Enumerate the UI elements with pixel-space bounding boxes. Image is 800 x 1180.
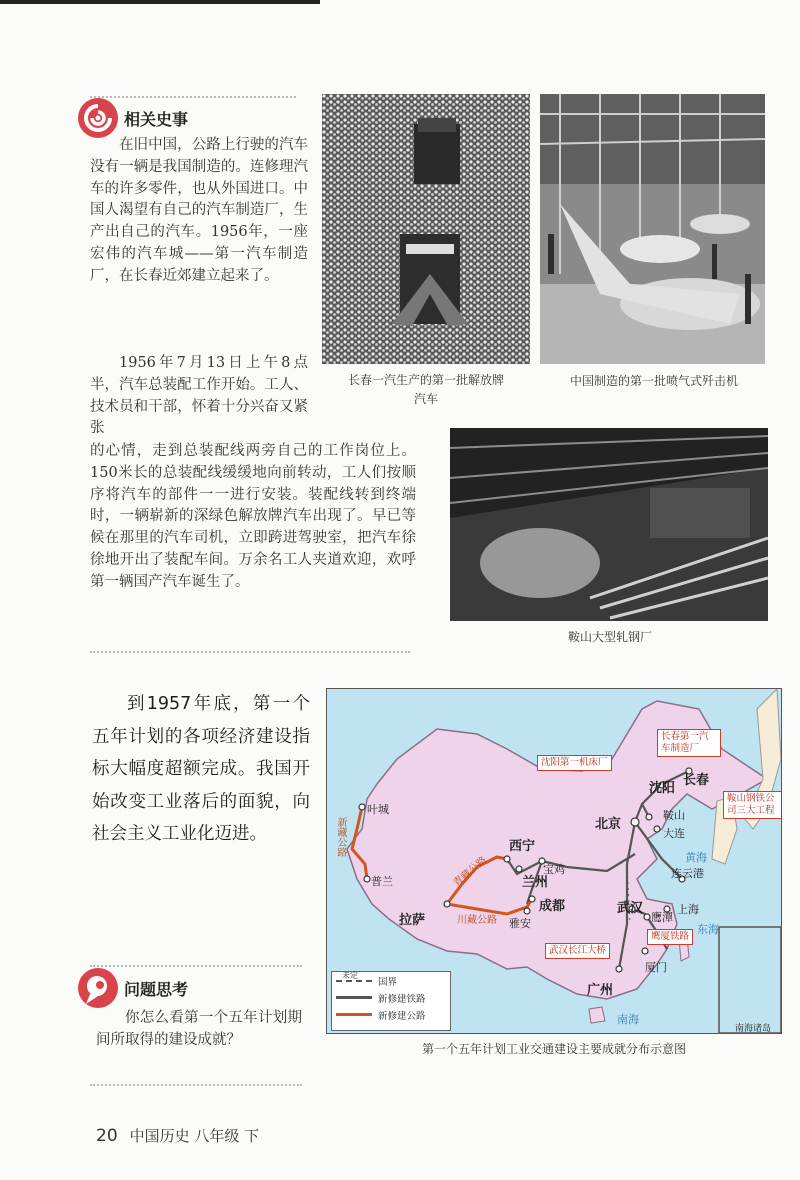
map-city-pulan: 普兰 — [371, 875, 393, 888]
steel-photo-caption: 鞍山大型轧钢厂 — [567, 630, 652, 644]
map-city-baoji: 宝鸡 — [543, 863, 565, 876]
legend-border-sample-text: 未定 — [342, 970, 358, 980]
page-footer — [96, 1125, 259, 1146]
truck-crowd-photo — [322, 94, 530, 364]
map-road-chuanzang: 川藏公路 — [457, 915, 497, 926]
map-box-changchun-text: 长春第一汽车制造厂 — [661, 731, 709, 754]
map-road-xinzang: 新藏公路 — [335, 817, 346, 857]
page-number: 20 — [96, 1126, 118, 1146]
map-city-dalian: 大连 — [663, 827, 685, 840]
question-box-title: 问题思考 — [124, 979, 189, 999]
map-box-changchun-factory — [657, 729, 721, 757]
legend-border-label: 国界 — [378, 976, 398, 988]
map-city-xiamen: 厦门 — [645, 961, 667, 974]
map-box-wuhan-bridge: 武汉长江大桥 — [545, 943, 610, 959]
legend-railway-row — [332, 989, 450, 1006]
map-city-lhasa: 拉萨 — [399, 913, 426, 928]
map-city-lianyungang: 连云港 — [671, 867, 704, 880]
jet-factory-photo — [540, 94, 765, 364]
map-city-anshan: 鞍山 — [663, 809, 685, 822]
top-bar — [0, 0, 320, 4]
map-box-shenyang-factory: 沈阳第一机床厂 — [537, 755, 612, 771]
map-city-beijing: 北京 — [595, 817, 622, 832]
legend-railway-label: 新修建铁路 — [378, 993, 426, 1005]
question-text-block — [96, 1008, 302, 1052]
map-city-guangzhou: 广州 — [587, 983, 614, 998]
map-city-xining: 西宁 — [509, 839, 536, 854]
steel-mill-photo — [450, 428, 768, 621]
hainan-island — [589, 1007, 605, 1023]
jet-photo-caption: 中国制造的第一批喷气式歼击机 — [569, 374, 738, 388]
legend-highway-label: 新修建公路 — [378, 1010, 426, 1022]
map-sea-donghai: 东海 — [697, 923, 719, 936]
history-text-2-rest — [90, 441, 416, 594]
main-paragraph: 到1957年底，第一个五年计划的各项经济建设指标大幅度超额完成。我国开始改变工业落后的面貌，向社会主义工业化迈进。 — [92, 694, 310, 844]
history-paragraph-1 — [90, 135, 308, 288]
legend-border-swatch — [336, 970, 372, 982]
first-five-year-plan-map — [326, 688, 782, 1034]
map-sea-nanhai: 南海 — [617, 1013, 639, 1026]
map-city-yecheng: 叶城 — [367, 803, 389, 816]
map-city-shenyang: 沈阳 — [649, 781, 676, 796]
map-legend — [331, 971, 451, 1031]
legend-highway-swatch — [336, 1013, 372, 1016]
history-box-bottom-divider — [90, 651, 410, 653]
history-box-heading — [76, 96, 188, 140]
map-box-yingxia: 鹰厦铁路 — [647, 929, 693, 945]
map-box-anshan-text: 鞍山钢铁公司三大工程 — [727, 793, 775, 816]
map-south-sea-islands-label: 南海诸岛 — [735, 1024, 772, 1034]
map-city-yingtan: 鹰潭 — [651, 911, 673, 924]
question-bubble-icon — [76, 966, 120, 1010]
map-caption: 第一个五年计划工业交通建设主要成就分布示意图 — [421, 1042, 686, 1056]
truck-photo-caption: 长春一汽生产的第一批解放牌汽车 — [347, 373, 504, 406]
history-paragraph-2-continued — [90, 441, 416, 645]
history-text-2-tail: 的心情，走到总装配线两旁自己的工作岗位上。150米长的总装配线缓缓地向前转动，工人们按顺序将汽车的部件一一进行安装。装配线转到终端时，一辆崭新的深绿色解放牌汽车出现了。早已等候在那里的汽车司机，立即跨进驾驶室，把汽车徐徐地开出了装配车间。万余名工人夹道欢迎，欢呼第一辆国产汽车诞生了。 — [90, 443, 416, 590]
south-sea-islands-inset — [719, 927, 781, 1033]
question-text: 你怎么看第一个五年计划期间所取得的建设成就？ — [96, 1010, 302, 1048]
history-text-1: 在旧中国，公路上行驶的汽车没有一辆是我国制造的。连修理汽车的许多零件，也从外国进口。中国人渴望有自己的汽车制造厂，生产出自己的汽车。1956年，一座宏伟的汽车城——第一汽车制造厂，在长春近郊建立起来了。 — [90, 137, 308, 284]
question-box-heading — [76, 966, 188, 1010]
map-city-yaan: 雅安 — [509, 917, 531, 930]
history-spiral-icon — [76, 96, 120, 140]
map-city-wuhan: 武汉 — [617, 901, 644, 916]
history-box-title: 相关史事 — [124, 109, 189, 129]
map-city-changchun: 长春 — [683, 773, 710, 788]
map-road-qingzang: 青藏公路 — [451, 854, 490, 890]
question-box-bottom-divider — [90, 1084, 302, 1086]
map-city-shanghai: 上海 — [677, 903, 699, 916]
legend-border-row — [332, 972, 450, 989]
book-title: 中国历史 八年级 下 — [129, 1127, 260, 1145]
map-box-anshan — [723, 791, 782, 819]
map-city-chengdu: 成都 — [539, 899, 566, 914]
legend-railway-swatch — [336, 996, 372, 999]
history-paragraph-2 — [90, 353, 308, 445]
history-text-2-start: 1956年7月13日上午8点半，汽车总装配工作开始。工人、技术员和干部，怀着十分兴奋又紧张 — [90, 355, 308, 437]
map-sea-huanghai: 黄海 — [685, 851, 707, 864]
map-city-lanzhou: 兰州 — [522, 875, 549, 890]
legend-highway-row — [332, 1006, 450, 1023]
